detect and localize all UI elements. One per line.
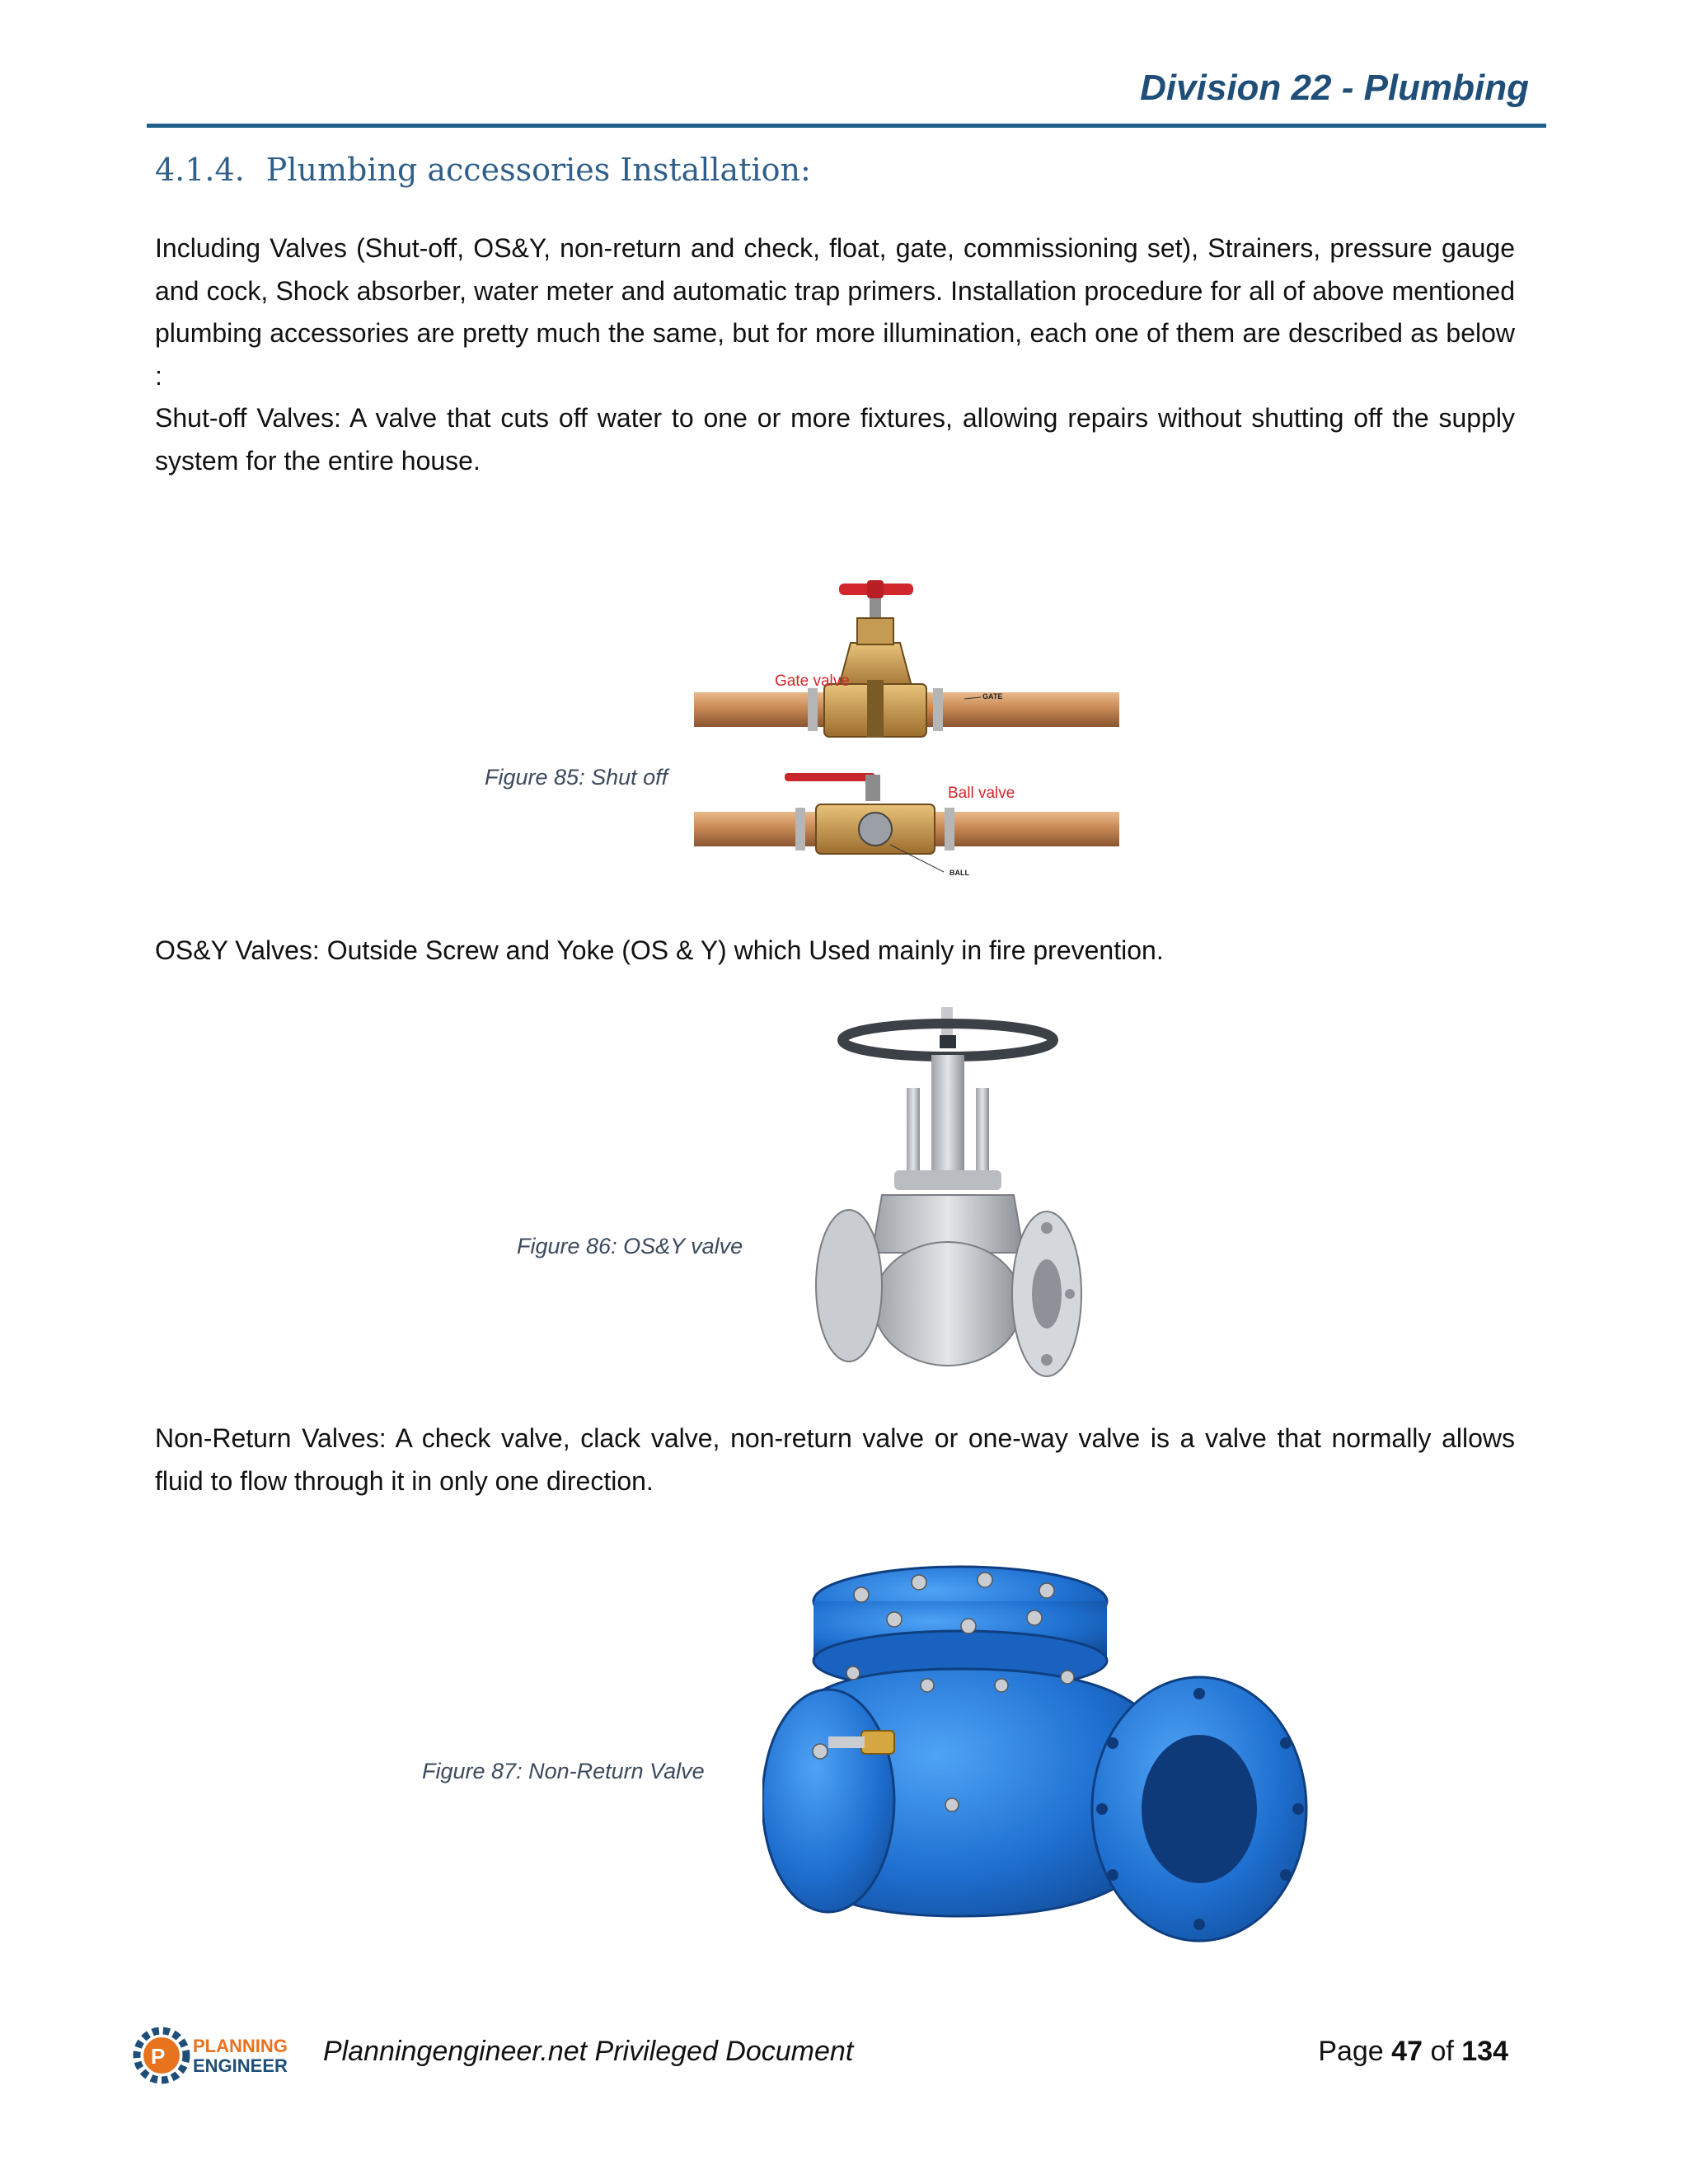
intro-block xyxy=(155,227,1515,482)
section-title: Plumbing accessories Installation: xyxy=(265,152,811,188)
ball-valve-label: Ball valve xyxy=(948,785,1015,802)
page-total: 134 xyxy=(1461,2036,1508,2067)
page-of: of xyxy=(1430,2036,1454,2067)
nonreturn-paragraph: Non-Return Valves: A check valve, clack valve, non-return valve or one-way valve is a valve that normally allows fluid to flow through it in only one direction. xyxy=(155,1423,1515,1496)
ball-label: BALL xyxy=(950,869,969,877)
intro-paragraph: Including Valves (Shut-off, OS&Y, non-return and check, float, gate, commissioning set), Strainers, pressure gauge and cock, Shock absorber, water meter and automatic trap primers. Installation procedure for all of above mentioned plumbing accessories are pretty much the same, but for more illumination, each one of them are described as below : xyxy=(155,233,1515,391)
gate-label: GATE xyxy=(982,692,1003,701)
figure-85-caption: Figure 85: Shut off xyxy=(485,765,668,790)
osy-paragraph: OS&Y Valves: Outside Screw and Yoke (OS & Y) which Used mainly in fire prevention. xyxy=(155,935,1164,965)
figure-85-shutoff-valves-image xyxy=(692,569,1121,882)
gate-valve-label: Gate valve xyxy=(775,673,850,690)
section-number: 4.1.4. xyxy=(155,152,245,188)
planning-engineer-logo xyxy=(132,2026,297,2085)
header-divider xyxy=(147,124,1546,128)
svg-text:P: P xyxy=(151,2044,166,2069)
section-heading xyxy=(155,152,811,188)
logo-text-planning: PLANNING xyxy=(193,2036,288,2056)
page-current: 47 xyxy=(1391,2036,1423,2067)
figure-86-osy-valve-image xyxy=(808,1005,1088,1385)
figure-87-caption: Figure 87: Non-Return Valve xyxy=(422,1759,705,1783)
shutoff-paragraph: Shut-off Valves: A valve that cuts off water to one or more fixtures, allowing repairs without shutting off the supply system for the entire house. xyxy=(155,403,1515,476)
figure-87-non-return-valve-image xyxy=(762,1562,1315,1945)
footer-page-number xyxy=(1318,2036,1508,2068)
figure-86-caption: Figure 86: OS&Y valve xyxy=(517,1234,743,1258)
logo-text-engineer: ENGINEER xyxy=(193,2055,288,2076)
footer-document-label: Planningengineer.net Privileged Document xyxy=(323,2036,854,2067)
page-prefix: Page xyxy=(1318,2036,1384,2067)
header-title: Division 22 - Plumbing xyxy=(1140,68,1529,108)
